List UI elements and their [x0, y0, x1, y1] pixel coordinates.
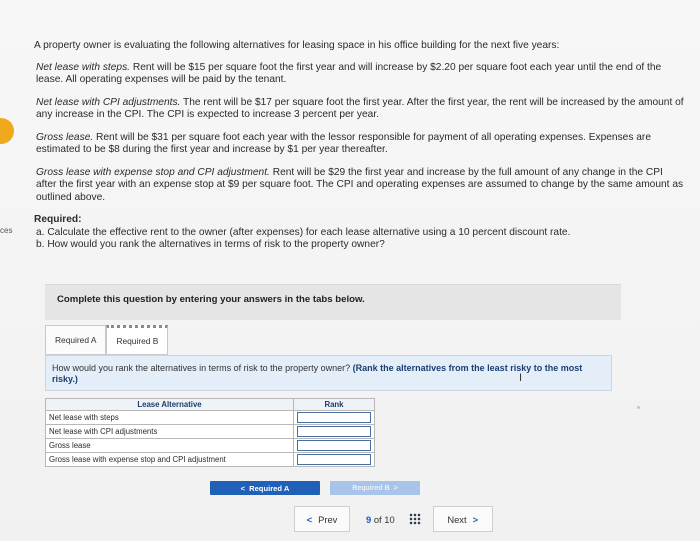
side-marker-tab[interactable]: [0, 118, 14, 144]
required-a-button[interactable]: [210, 481, 320, 495]
table-header-row: [46, 399, 375, 411]
instructions-panel: [45, 284, 621, 320]
alternative-cell: Gross lease: [46, 439, 294, 453]
rank-dropdown[interactable]: [297, 454, 371, 465]
alternative-gross-lease: [36, 132, 684, 157]
instructions-text: Complete this question by entering your answers in the tabs below.: [57, 294, 365, 305]
prev-label: Prev: [318, 513, 338, 525]
alternative-text: Rent will be $31 per square foot each year with the lessor responsible for payment of all operating expenses. Expenses are estimated to be $8 during the first year and increase by $1 per year thereafter.: [36, 131, 651, 155]
table-row: [46, 439, 375, 453]
rank-dropdown[interactable]: [297, 440, 371, 451]
question-text: [52, 363, 607, 384]
chevron-right-icon: >: [393, 484, 398, 492]
question-prompt: How would you rank the alternatives in terms of risk to the property owner?: [52, 363, 353, 373]
page-indicator: [366, 514, 395, 525]
chevron-right-icon: >: [472, 513, 479, 525]
alternative-text: Rent will be $29 the first year and increase by the full amount of any change in the CPI after the first year with an expense stop at $9 per square foot. The CPI and operating expenses are assumed to change by the same amount as outlined above.: [36, 166, 684, 203]
rank-table: [45, 398, 375, 467]
required-a-button-label: Required A: [249, 483, 290, 493]
bottom-navigation: [294, 505, 514, 533]
alternative-gross-lease-expense-stop: [36, 167, 684, 205]
prev-button[interactable]: [294, 506, 350, 532]
page-of-label: of: [373, 513, 382, 525]
alternative-name: Gross lease with expense stop and CPI adjustment.: [36, 166, 270, 178]
total-pages: 10: [384, 513, 395, 525]
required-b-text: b. How would you rank the alternatives in terms of risk to the property owner?: [36, 239, 385, 250]
tab-required-b[interactable]: Required B: [106, 325, 168, 355]
table-row: [46, 425, 375, 439]
text-cursor-icon: I: [519, 372, 523, 384]
question-instruction: (Rank the alternatives from the least risky to the most risky.): [52, 363, 583, 384]
header-lease-alternative: Lease Alternative: [46, 399, 294, 411]
alternative-text: Rent will be $15 per square foot the first year and will increase by $2.20 per square foot each year until the end of the lease. All operating expenses will be paid by the tenant.: [36, 61, 662, 85]
alternative-text: The rent will be $17 per square foot the first year. After the first year, the rent will be increased by the amount of any increase in the CPI. The CPI is expected to increase 3 percent per year.: [36, 96, 684, 120]
table-row: [46, 453, 375, 467]
header-rank: Rank: [294, 399, 375, 411]
alternative-net-lease-steps: [36, 62, 684, 87]
rank-select[interactable]: [294, 411, 375, 425]
answer-tabs: [45, 325, 168, 355]
required-b-button-label: Required B: [352, 484, 390, 492]
table-row: [46, 411, 375, 425]
problem-content: [34, 40, 684, 252]
required-b-button[interactable]: [330, 481, 420, 495]
current-page: 9: [366, 513, 372, 525]
next-button[interactable]: [433, 506, 493, 532]
chevron-left-icon: <: [306, 513, 313, 525]
side-label: ces: [0, 226, 13, 235]
tab-required-a[interactable]: Required A: [45, 325, 106, 355]
alternative-cell: Net lease with CPI adjustments: [46, 425, 294, 439]
alternative-name: Net lease with steps.: [36, 61, 130, 73]
required-a-text: a. Calculate the effective rent to the owner (after expenses) for each lease alternative using a 10 percent discount rate.: [36, 226, 571, 238]
chevron-left-icon: <: [240, 483, 246, 493]
question-box: [45, 355, 612, 391]
required-block: [34, 214, 684, 252]
problem-intro: A property owner is evaluating the following alternatives for leasing space in his office building for the next five years:: [34, 40, 560, 51]
alternative-name: Gross lease.: [36, 131, 94, 143]
rank-select[interactable]: [294, 453, 375, 467]
alternative-cell: Gross lease with expense stop and CPI adjustment: [46, 453, 294, 467]
alternative-net-lease-cpi: [36, 97, 684, 122]
next-label: Next: [447, 513, 467, 525]
decorative-dot: [637, 406, 640, 409]
grid-icon[interactable]: [409, 513, 421, 525]
required-heading: Required:: [34, 214, 82, 225]
alternative-name: Net lease with CPI adjustments.: [36, 96, 181, 108]
rank-dropdown[interactable]: [297, 426, 371, 437]
rank-dropdown[interactable]: [297, 412, 371, 423]
alternative-cell: Net lease with steps: [46, 411, 294, 425]
rank-select[interactable]: [294, 425, 375, 439]
rank-select[interactable]: [294, 439, 375, 453]
